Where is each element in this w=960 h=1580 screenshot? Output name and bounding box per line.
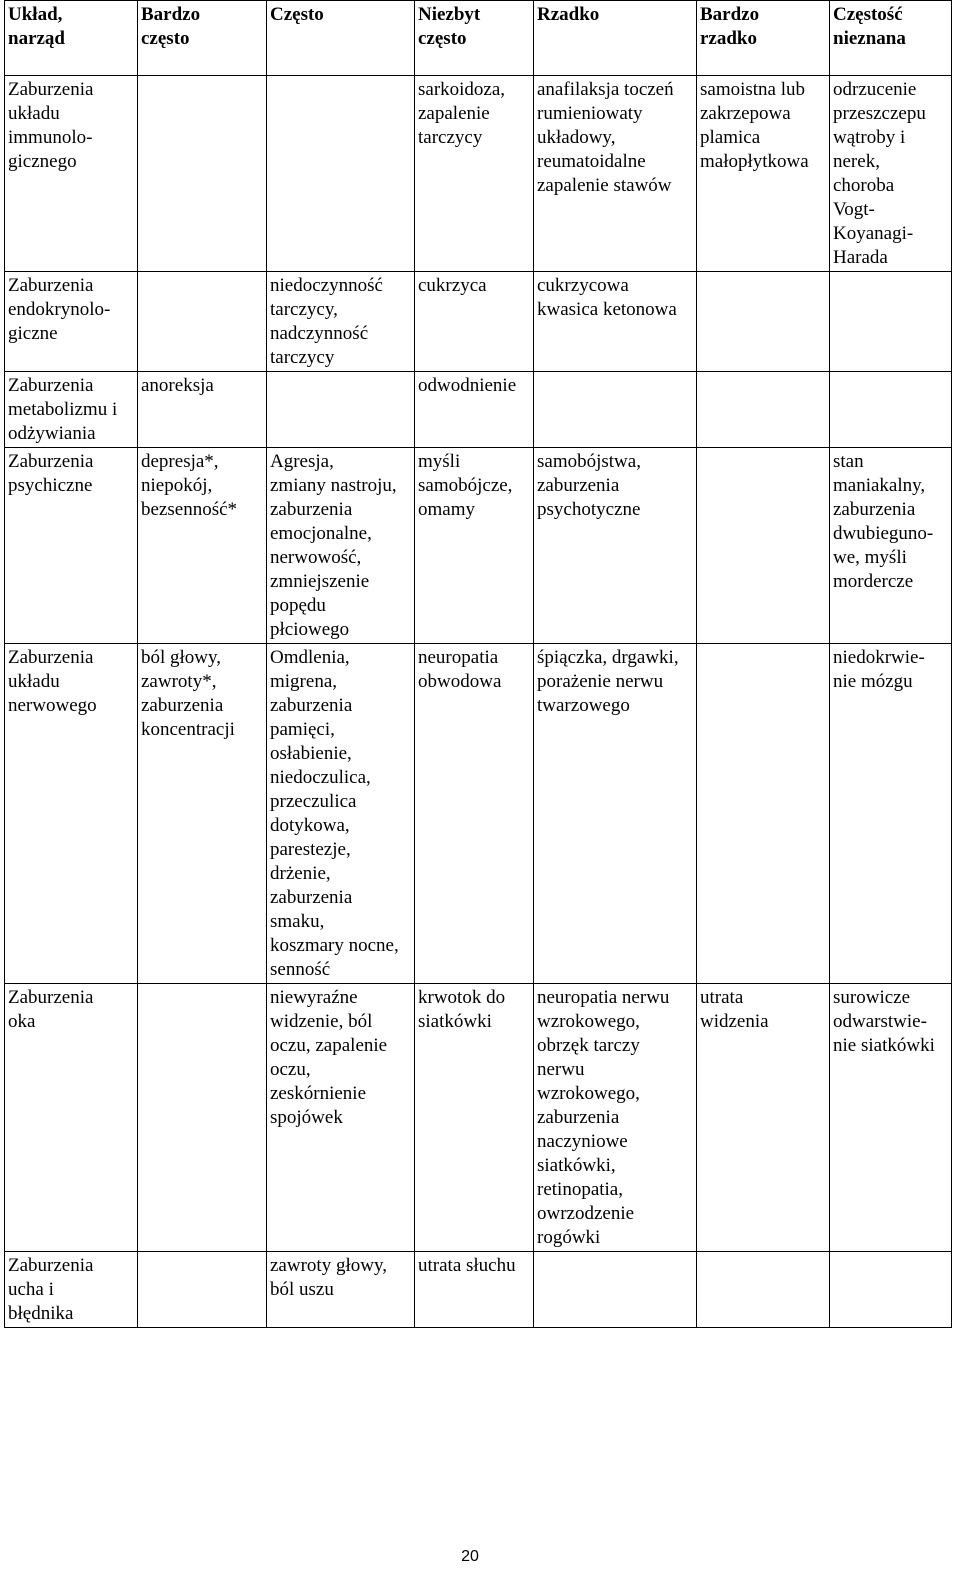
- rare-cell: [534, 372, 697, 448]
- page-number: 20: [461, 1548, 479, 1565]
- common-cell: zawroty głowy, ból uszu: [267, 1252, 415, 1328]
- rare-cell: [534, 1252, 697, 1328]
- header-unknown: Częstość nieznana: [830, 1, 952, 76]
- rare-cell: cukrzycowa kwasica ketonowa: [534, 272, 697, 372]
- common-cell: [267, 76, 415, 272]
- uncommon-cell: krwotok do siatkówki: [415, 984, 534, 1252]
- organ-cell: Zaburzenia endokrynolo- giczne: [5, 272, 138, 372]
- header-rare: Rzadko: [534, 1, 697, 76]
- very-common-cell: [138, 984, 267, 1252]
- organ-cell: Zaburzenia układu immunolo- gicznego: [5, 76, 138, 272]
- unknown-cell: surowicze odwarstwie- nie siatkówki: [830, 984, 952, 1252]
- table-row: [5, 372, 952, 448]
- rare-cell: neuropatia nerwu wzrokowego, obrzęk tarczy nerwu wzrokowego, zaburzenia naczyniowe siatkówki, retinopatia, owrzodzenie rogówki: [534, 984, 697, 1252]
- table-row: [5, 1252, 952, 1328]
- header-row: [5, 1, 952, 76]
- very-rare-cell: [697, 372, 830, 448]
- common-cell: [267, 372, 415, 448]
- organ-cell: Zaburzenia ucha i błędnika: [5, 1252, 138, 1328]
- adverse-effects-table: [4, 0, 952, 1328]
- header-common: Często: [267, 1, 415, 76]
- rare-cell: śpiączka, drgawki, porażenie nerwu twarzowego: [534, 644, 697, 984]
- unknown-cell: niedokrwie- nie mózgu: [830, 644, 952, 984]
- unknown-cell: odrzucenie przeszczepu wątroby i nerek, choroba Vogt- Koyanagi- Harada: [830, 76, 952, 272]
- uncommon-cell: myśli samobójcze, omamy: [415, 448, 534, 644]
- very-common-cell: anoreksja: [138, 372, 267, 448]
- common-cell: niedoczynność tarczycy, nadczynność tarczycy: [267, 272, 415, 372]
- very-rare-cell: utrata widzenia: [697, 984, 830, 1252]
- common-cell: Agresja, zmiany nastroju, zaburzenia emocjonalne, nerwowość, zmniejszenie popędu płciowego: [267, 448, 415, 644]
- uncommon-cell: utrata słuchu: [415, 1252, 534, 1328]
- rare-cell: anafilaksja toczeń rumieniowaty układowy, reumatoidalne zapalenie stawów: [534, 76, 697, 272]
- very-common-cell: depresja*, niepokój, bezsenność*: [138, 448, 267, 644]
- header-organ: Układ, narząd: [5, 1, 138, 76]
- very-rare-cell: [697, 1252, 830, 1328]
- unknown-cell: [830, 372, 952, 448]
- header-very-common: Bardzo często: [138, 1, 267, 76]
- unknown-cell: stan maniakalny, zaburzenia dwubieguno- we, myśli mordercze: [830, 448, 952, 644]
- table-row: [5, 448, 952, 644]
- very-common-cell: [138, 1252, 267, 1328]
- very-common-cell: ból głowy, zawroty*, zaburzenia koncentracji: [138, 644, 267, 984]
- very-common-cell: [138, 76, 267, 272]
- very-rare-cell: [697, 448, 830, 644]
- uncommon-cell: odwodnienie: [415, 372, 534, 448]
- unknown-cell: [830, 1252, 952, 1328]
- header-uncommon: Niezbyt często: [415, 1, 534, 76]
- very-common-cell: [138, 272, 267, 372]
- uncommon-cell: neuropatia obwodowa: [415, 644, 534, 984]
- table-row: [5, 644, 952, 984]
- organ-cell: Zaburzenia układu nerwowego: [5, 644, 138, 984]
- header-very-rare: Bardzo rzadko: [697, 1, 830, 76]
- rare-cell: samobójstwa, zaburzenia psychotyczne: [534, 448, 697, 644]
- common-cell: Omdlenia, migrena, zaburzenia pamięci, osłabienie, niedoczulica, przeczulica dotykowa, parestezje, drżenie, zaburzenia smaku, koszmary nocne, senność: [267, 644, 415, 984]
- uncommon-cell: sarkoidoza, zapalenie tarczycy: [415, 76, 534, 272]
- organ-cell: Zaburzenia metabolizmu i odżywiania: [5, 372, 138, 448]
- table-row: [5, 272, 952, 372]
- very-rare-cell: samoistna lub zakrzepowa plamica małopłytkowa: [697, 76, 830, 272]
- very-rare-cell: [697, 272, 830, 372]
- unknown-cell: [830, 272, 952, 372]
- table-row: [5, 76, 952, 272]
- common-cell: niewyraźne widzenie, ból oczu, zapalenie oczu, zeskórnienie spojówek: [267, 984, 415, 1252]
- uncommon-cell: cukrzyca: [415, 272, 534, 372]
- table-row: [5, 984, 952, 1252]
- organ-cell: Zaburzenia psychiczne: [5, 448, 138, 644]
- very-rare-cell: [697, 644, 830, 984]
- organ-cell: Zaburzenia oka: [5, 984, 138, 1252]
